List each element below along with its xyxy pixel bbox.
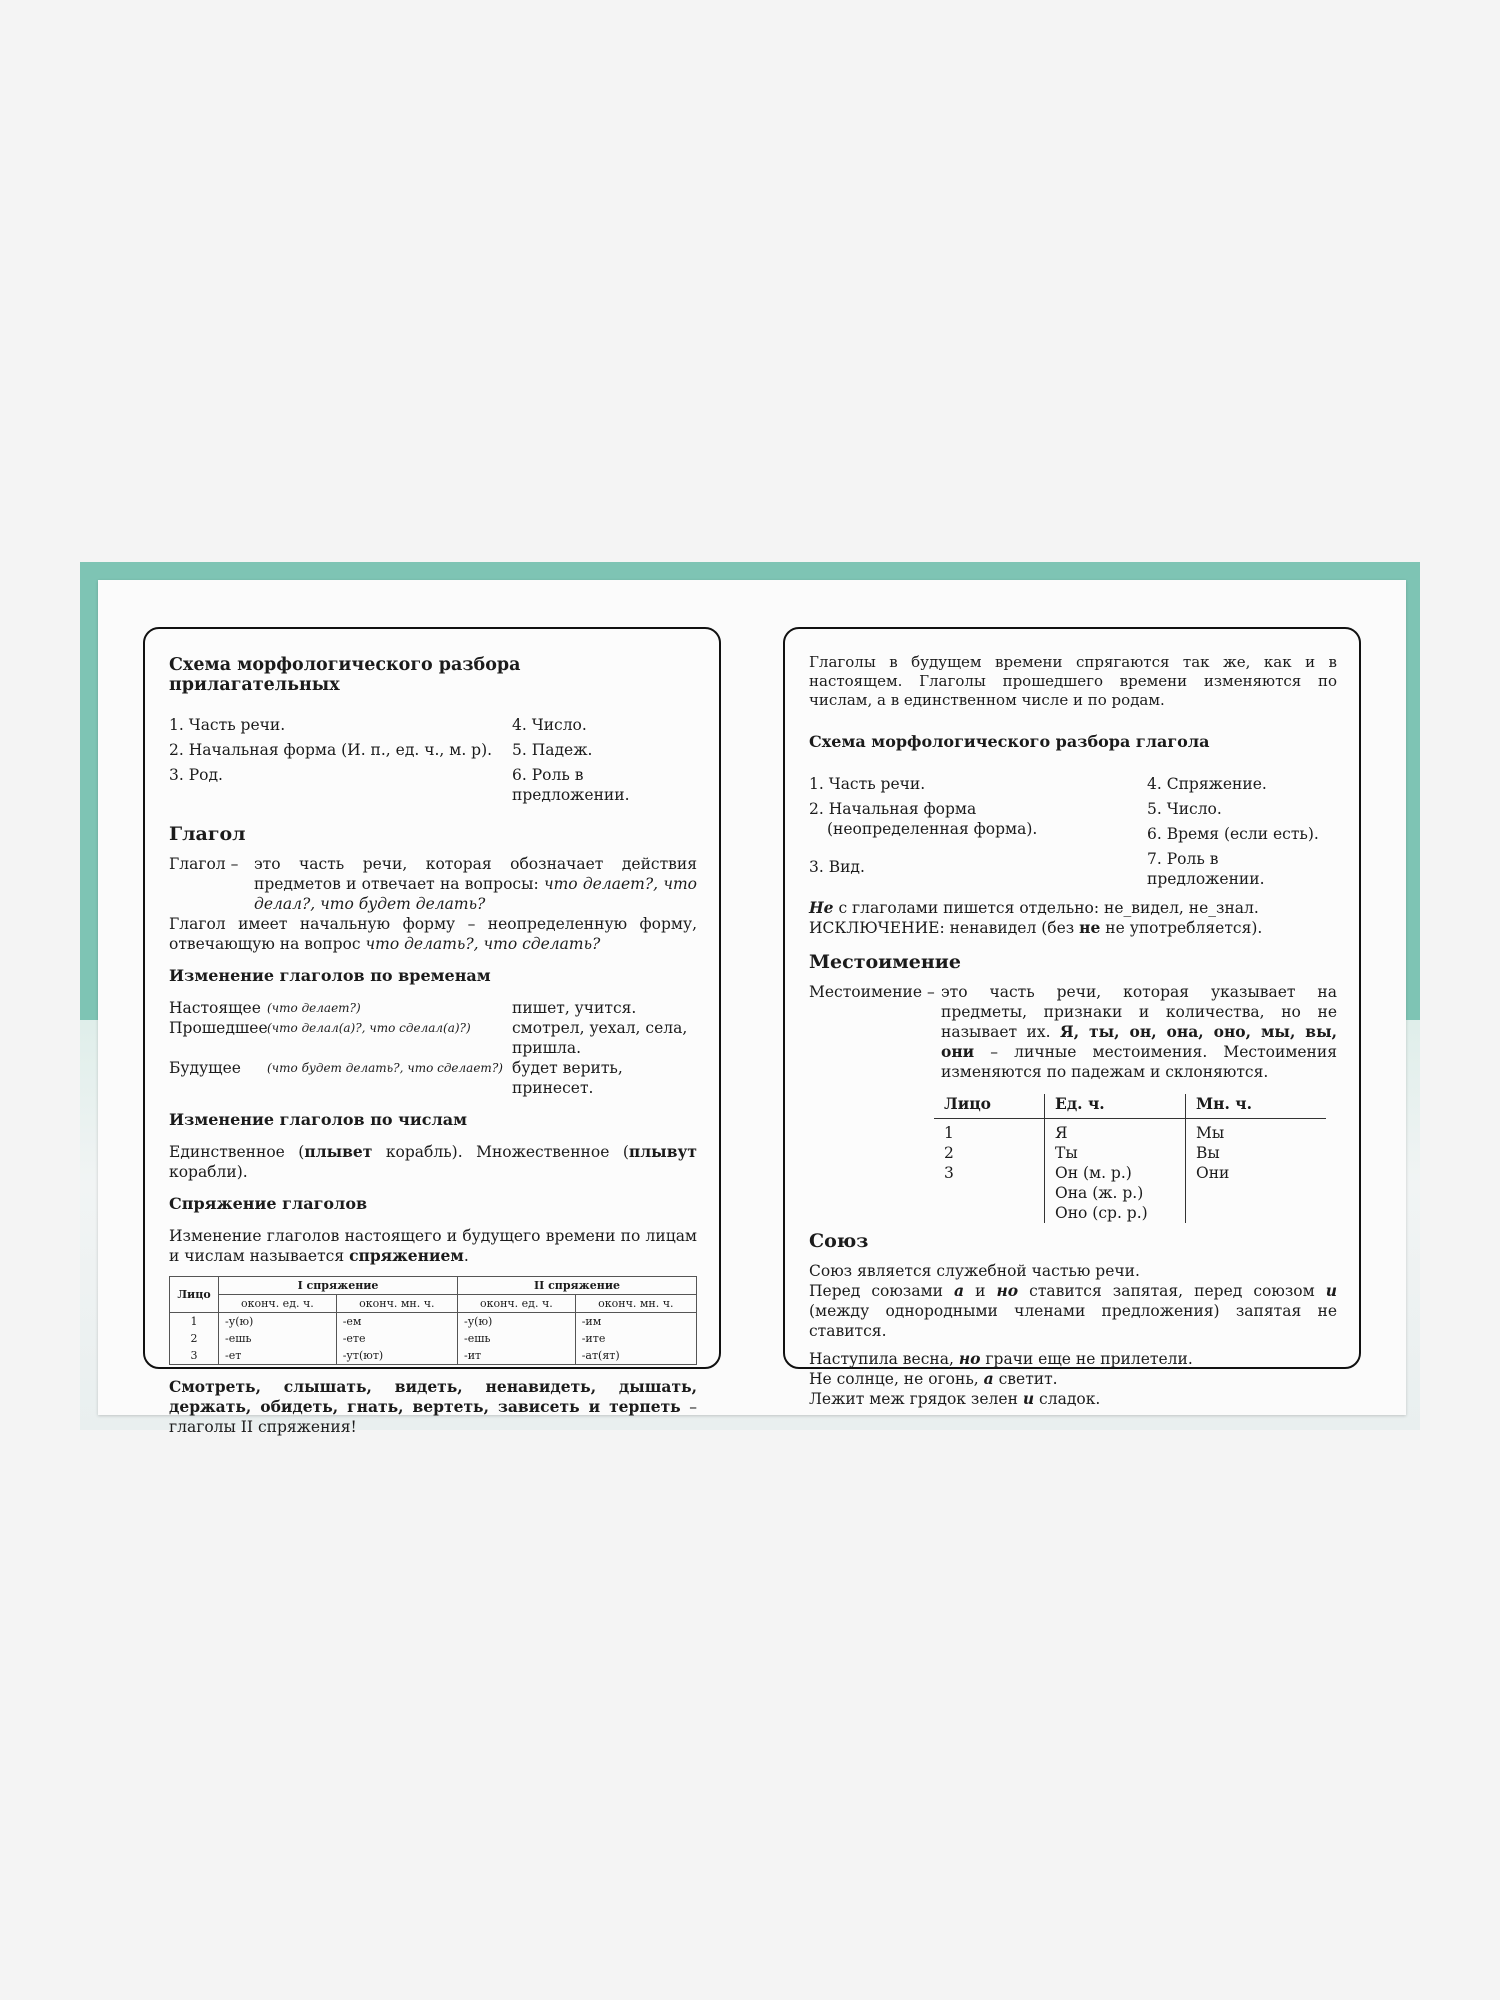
table-header: Ед. ч. [1045,1094,1186,1119]
list-item: 5. Падеж. [512,741,593,759]
table-row: 2 Ты Вы [934,1143,1326,1163]
verb-heading: Глагол [169,823,246,845]
ne-rule: Не с глаголами пишется отдельно: не_видел, не_знал. [809,898,1259,917]
conjugation-table: Лицо I спряжение II спряжение оконч. ед. ч. оконч. мн. ч. оконч. ед. ч. оконч. мн. ч. 1 -у(ю) -ем -у(ю) -им 2 -ешь -ете -ешь -ите 3 -ет -ут(ют) -ит -ат(ят) [169,1276,697,1365]
list-item: 4. Спряжение. [1147,775,1267,793]
list-item: (неопределенная форма). [827,820,1038,838]
left-page-panel [143,627,721,1436]
exception-rule: ИСКЛЮЧЕНИЕ: ненавидел (без не не употребляется). [809,918,1263,937]
list-item: 1. Часть речи. [809,775,926,793]
table-row: 3 -ет -ут(ют) -ит -ат(ят) [170,1347,697,1365]
table-header: II спряжение [457,1277,696,1295]
list-item: 6. Роль в предложении. [512,766,630,804]
table-row: 2 -ешь -ете -ешь -ите [170,1330,697,1347]
example-line: Наступила весна, но грачи еще не прилетели. [809,1349,1193,1368]
table-header: Лицо [170,1277,219,1313]
conjugation-rule: Смотреть, слышать, видеть, ненавидеть, дышать, держать, обидеть, гнать, вертеть, зависеть и терпеть – глаголы II спряжения! [169,1377,697,1436]
pronoun-heading: Местоимение [809,951,961,973]
number-text: Единственное (плывет корабль). Множественное (плывут корабли). [169,1142,697,1181]
verb-def-questions: что делает?, что делал?, что будет делать? [254,875,698,913]
tense-row: Прошедшее (что делал(а)?, что сделал(а)?) смотрел, уехал, села, пришла. [169,1019,688,1057]
table-header: Лицо [934,1094,1045,1119]
example-line: Не солнце, не огонь, а светит. [809,1369,1058,1388]
list-item: 4. Число. [512,716,587,734]
pronoun-table [934,1094,1326,1223]
conjunction-rule: Перед союзами а и но ставится запятая, перед союзом и (между однородными членами предложения) запятая не ставится. [809,1281,1337,1340]
conjunction-def: Союз является служебной частью речи. [809,1262,1140,1280]
list-item: 2. Начальная форма (И. п., ед. ч., м. р). [169,741,493,759]
conjugation-heading: Спряжение глаголов [169,1194,368,1213]
pronoun-definition: Местоимение – это часть речи, которая указывает на предметы, признаки и количества, но не называет их. Я, ты, он, она, оно, мы, вы, они – личные местоимения. Местоимения изменяются по падежам и склоняются. [809,983,1338,1081]
list-item: 2. Начальная форма [809,800,977,818]
future-tense-text: Глаголы в будущем времени спрягаются так же, как и в настоящем. Глаголы прошедшего времени изменяются по числам, а в единственном числе и по родам. [809,653,1337,709]
number-heading: Изменение глаголов по числам [169,1110,468,1129]
table-header: Мн. ч. [1186,1094,1327,1119]
right-page-panel [783,627,1361,1408]
verb-term: Глагол – [169,855,239,873]
table-row: 1 -у(ю) -ем -у(ю) -им [170,1313,697,1331]
table-row: 3 Он (м. р.) Она (ж. р.) Оно (ср. р.) Они [934,1163,1326,1223]
adjective-scheme-list [169,715,697,810]
table-row: 1 Я Мы [934,1119,1326,1144]
verb-infinitive-text: Глагол имеет начальную форму – неопределенную форму, отвечающую на вопрос что делать?, что сделать? [169,915,697,953]
list-item: 3. Род. [169,766,223,784]
tense-heading: Изменение глаголов по временам [169,966,491,985]
pronoun-table-wrap [809,1094,1337,1223]
tense-list [169,998,697,1098]
example-line: Лежит меж грядок зелен и сладок. [809,1389,1101,1408]
list-item: 5. Число. [1147,800,1222,818]
verb-scheme-list [809,774,1337,894]
list-item: 6. Время (если есть). [1147,825,1319,843]
list-item: 3. Вид. [809,858,865,876]
list-item: 1. Часть речи. [169,716,286,734]
verb-def-text: это часть речи, которая обозначает действия предметов и отвечает на вопросы: [254,855,697,893]
verb-scheme-title: Схема морфологического разбора глагола [809,732,1210,751]
tense-row: Настоящее (что делает?) пишет, учится. [169,999,637,1017]
conjugation-text: Изменение глаголов настоящего и будущего времени по лицам и числам называется спряжением. [169,1227,697,1265]
conjunction-heading: Союз [809,1230,869,1252]
table-header: I спряжение [219,1277,458,1295]
list-item: 7. Роль в предложении. [1147,850,1265,888]
adjective-scheme-title: Схема морфологического разбора прилагательных [169,655,521,695]
verb-definition [169,854,697,914]
tense-row: Будущее (что будет делать?, что сделает?) будет верить, принесет. [169,1059,623,1097]
